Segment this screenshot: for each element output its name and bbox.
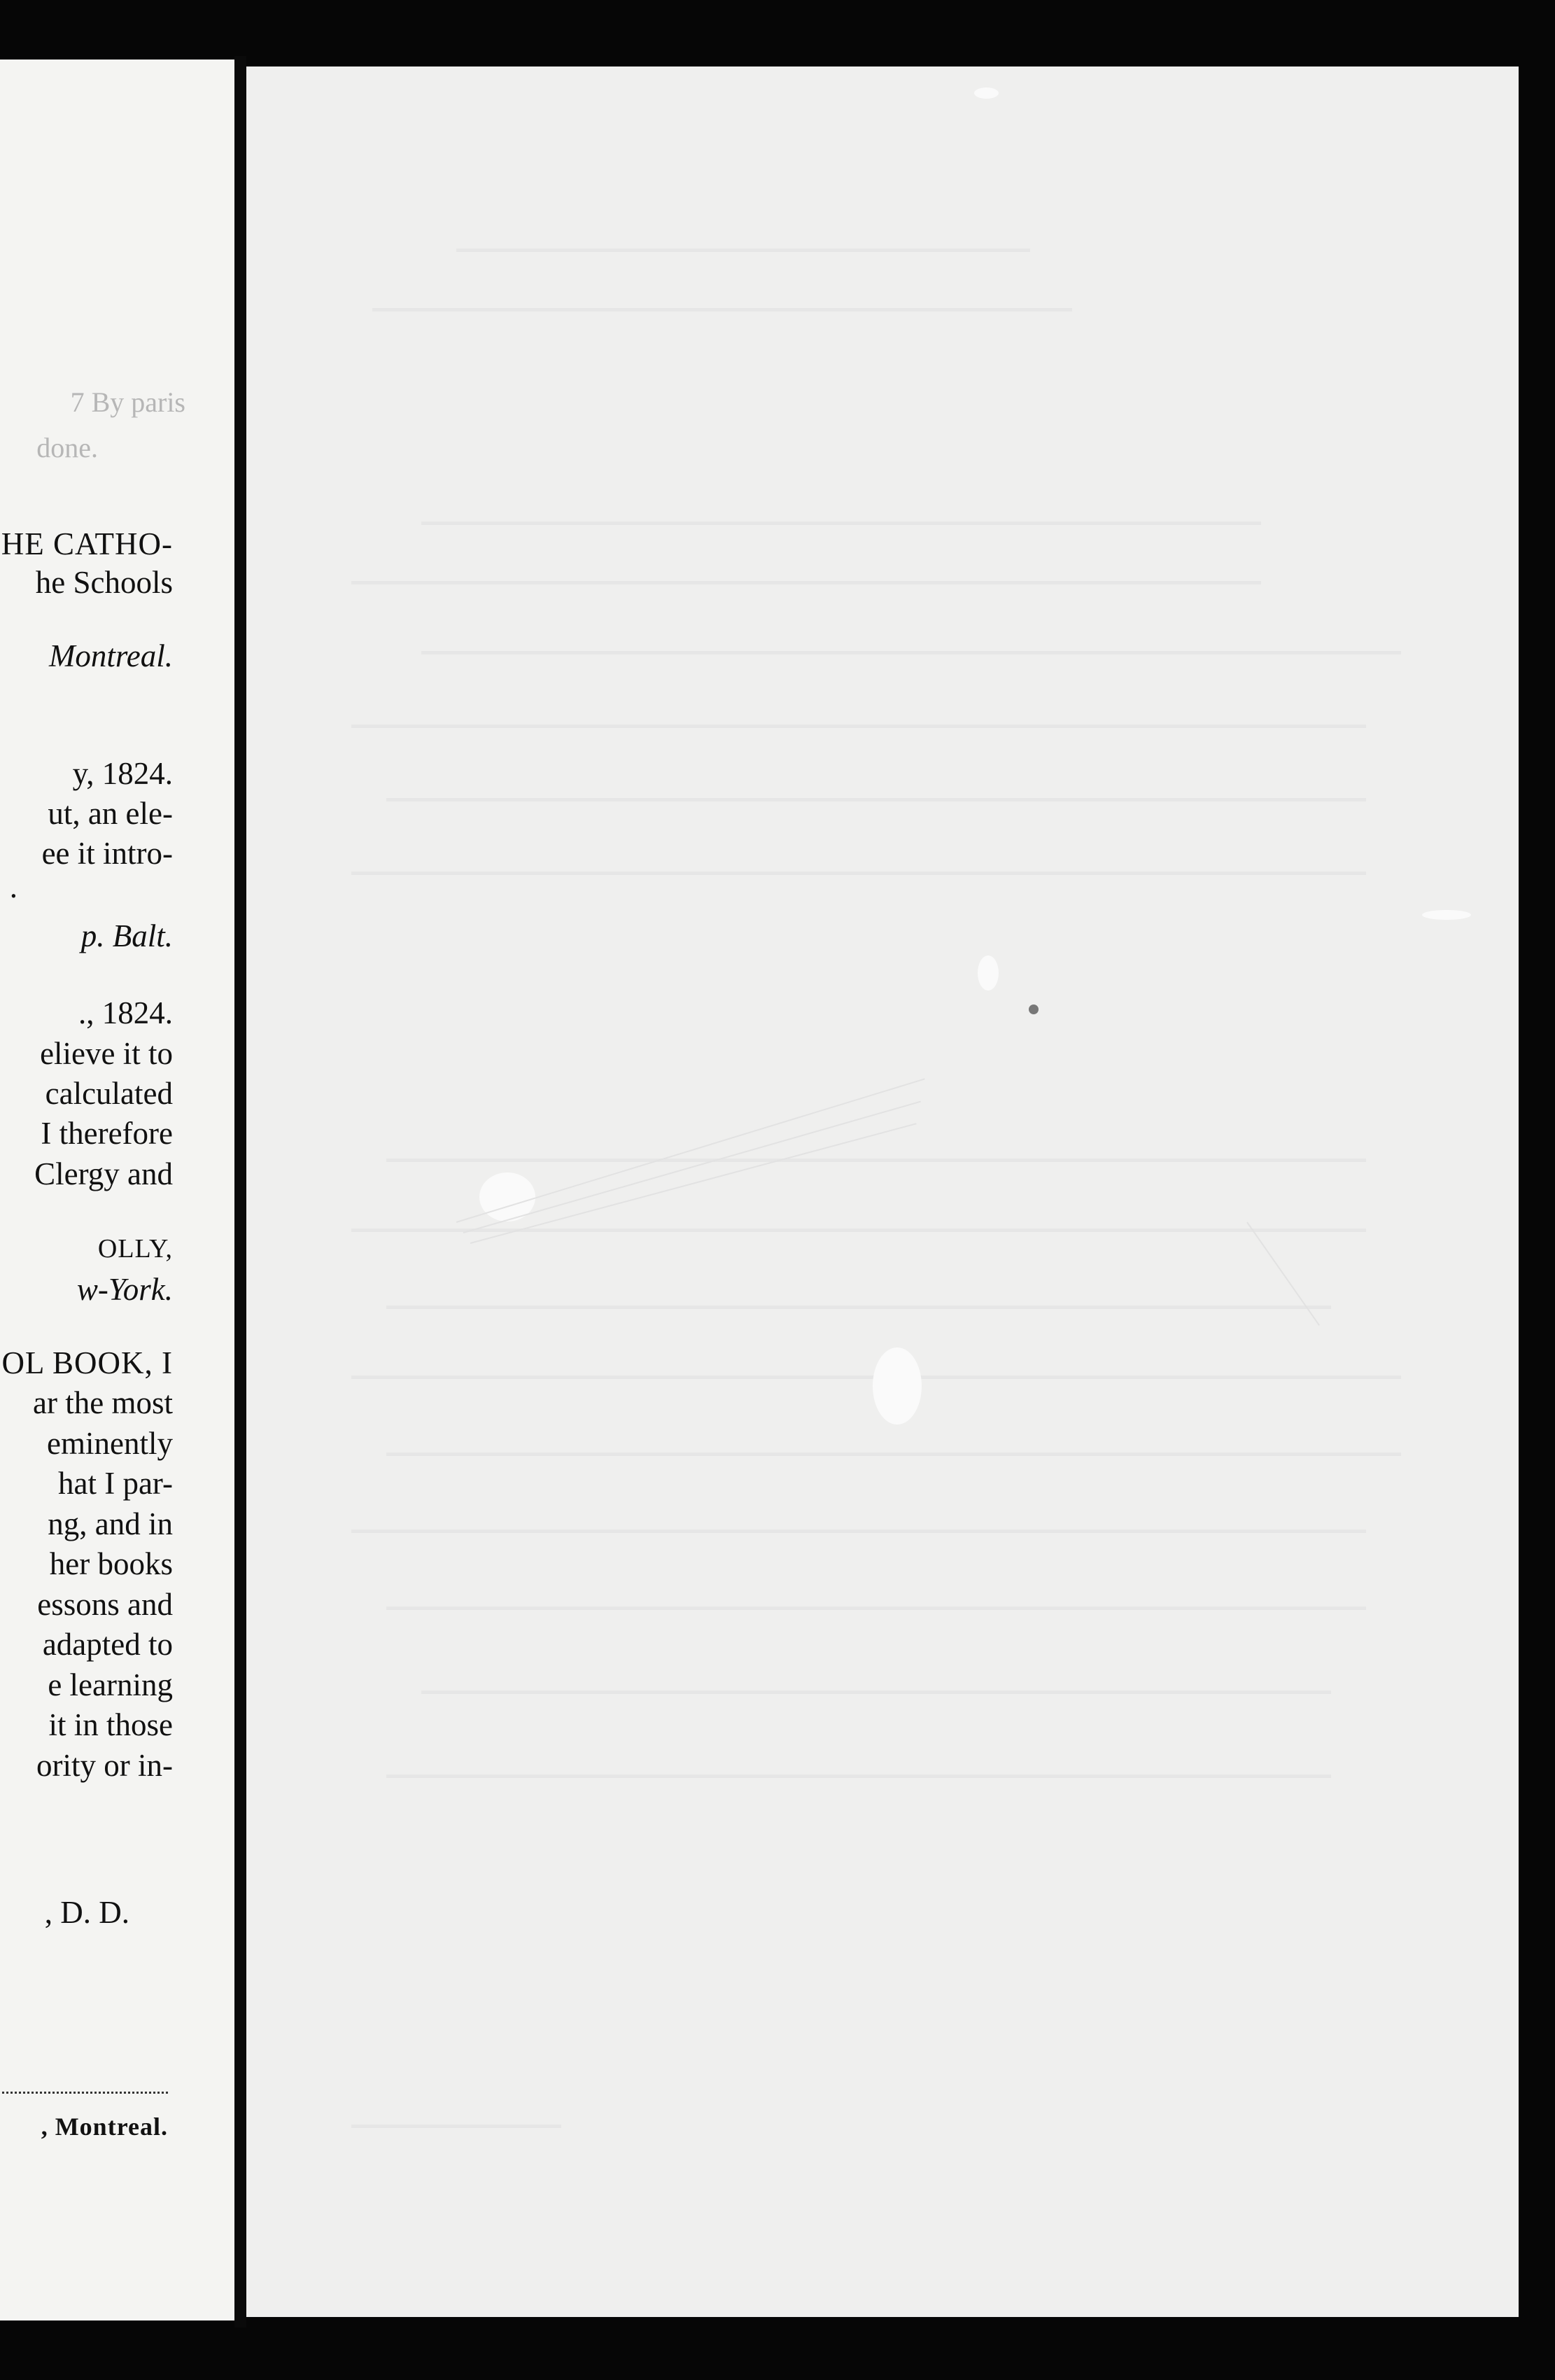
bleed-through-mark <box>386 1158 1366 1162</box>
paper-speck <box>1422 910 1471 920</box>
text-line: essons and <box>37 1587 173 1622</box>
paper-speck <box>978 955 999 990</box>
text-line: Clergy and <box>34 1156 173 1191</box>
scratch-mark <box>1246 1222 1320 1326</box>
dust-mark <box>1029 1004 1039 1014</box>
scratch-mark <box>470 1123 917 1244</box>
text-line: ar the most <box>33 1385 173 1420</box>
bleed-through-mark <box>421 1690 1331 1694</box>
text-line: ., 1824. <box>78 995 173 1030</box>
text-line: ut, an ele- <box>48 796 173 831</box>
text-line: ority or in- <box>36 1748 173 1783</box>
text-line: it in those <box>48 1707 173 1742</box>
text-line: eminently <box>47 1426 173 1461</box>
bleed-through-mark <box>351 581 1261 584</box>
scratch-mark <box>456 1078 925 1223</box>
text-line: Montreal. <box>48 638 173 673</box>
bleed-through-mark <box>351 872 1366 875</box>
text-line: OLLY, <box>97 1234 173 1264</box>
right-page <box>246 66 1519 2317</box>
text-line: HE CATHO- <box>1 526 173 561</box>
bleed-through-mark <box>351 724 1366 728</box>
faint-text-line: done. <box>36 432 98 463</box>
text-line: calculated <box>45 1076 173 1111</box>
bleed-through-mark <box>386 1774 1331 1778</box>
text-line: ee it intro- <box>41 836 173 871</box>
bleed-through-mark <box>351 1530 1366 1533</box>
bleed-through-mark <box>386 1306 1331 1309</box>
faint-text-line: 7 By paris <box>70 386 185 418</box>
bleed-through-mark <box>386 1452 1401 1456</box>
text-line: e learning <box>48 1667 173 1702</box>
text-line: w-York. <box>76 1272 173 1307</box>
text-line: y, 1824. <box>72 756 173 791</box>
book-gutter <box>234 56 246 2328</box>
bleed-through-mark <box>351 2124 561 2128</box>
bleed-through-mark <box>372 308 1072 312</box>
bleed-through-mark <box>421 522 1261 525</box>
text-line: I therefore <box>41 1116 173 1151</box>
text-line: elieve it to <box>40 1036 173 1071</box>
text-line: , Montreal. <box>41 2113 168 2141</box>
text-line: hat I par- <box>57 1466 173 1501</box>
decorative-rule <box>0 2092 168 2098</box>
text-line: her books <box>49 1546 173 1581</box>
text-line: p. Balt. <box>80 918 173 953</box>
bleed-through-mark <box>386 798 1366 802</box>
bleed-through-mark <box>456 248 1030 252</box>
bleed-through-mark <box>421 651 1401 654</box>
bleed-through-mark <box>351 1228 1366 1232</box>
text-line: he Schools <box>35 565 173 600</box>
paper-speck <box>873 1348 922 1424</box>
scratch-mark <box>463 1101 921 1233</box>
text-line: adapted to <box>42 1627 173 1662</box>
text-line: OL BOOK, I <box>1 1345 173 1380</box>
text-line: . <box>9 869 17 904</box>
left-page <box>0 59 234 2320</box>
paper-speck <box>974 88 999 99</box>
text-line: , D. D. <box>44 1895 129 1930</box>
text-line: ng, and in <box>48 1506 173 1541</box>
bleed-through-mark <box>386 1606 1366 1610</box>
